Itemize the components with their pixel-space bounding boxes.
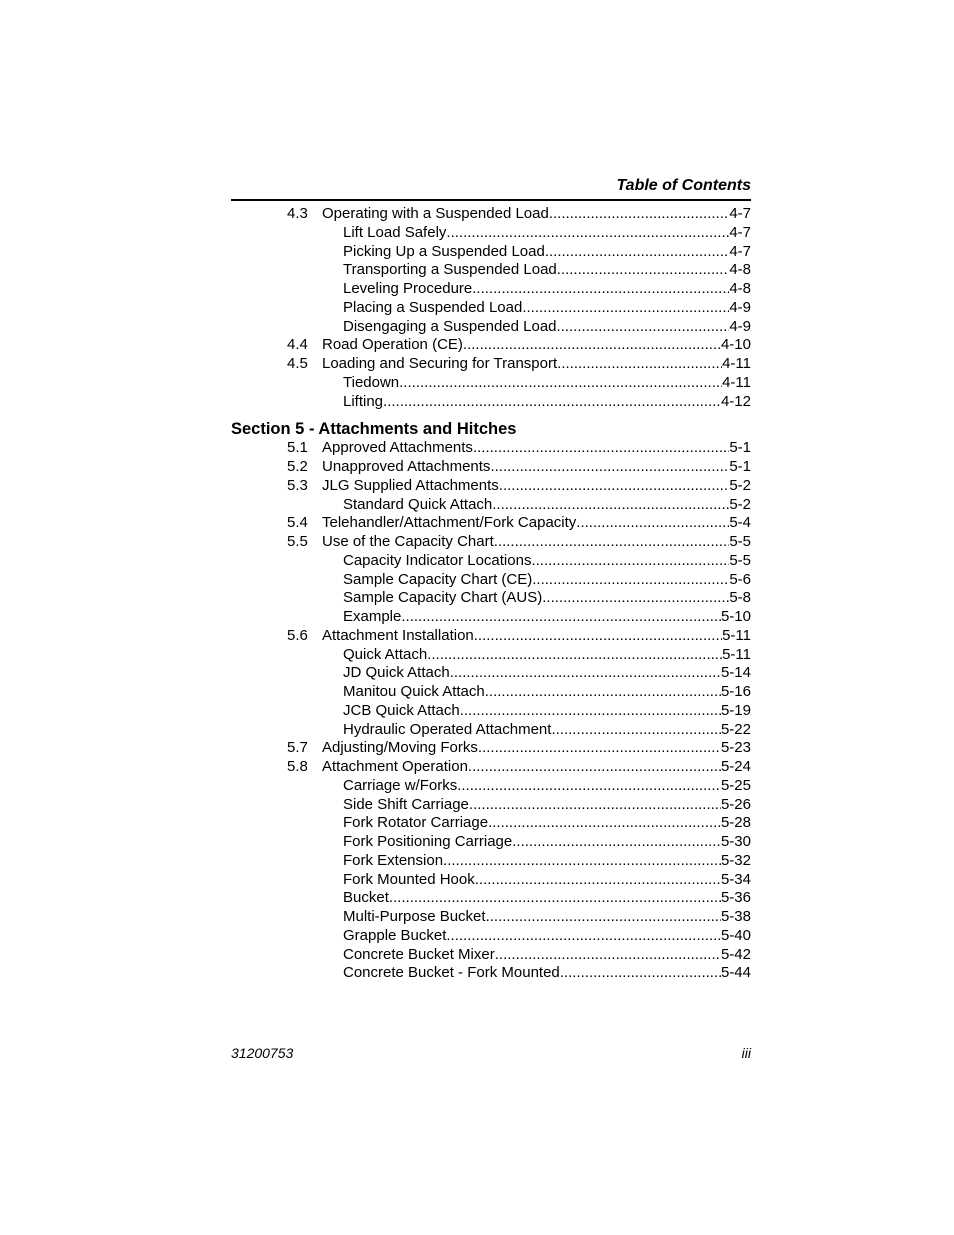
toc-entry-page: 5-36 <box>720 889 751 907</box>
toc-subentry[interactable] <box>231 852 751 871</box>
dot-leader <box>488 814 721 833</box>
toc-entry-number: 4.3 <box>287 205 308 222</box>
toc-entry-title: Grapple Bucket <box>343 926 447 944</box>
toc-subentry[interactable] <box>231 243 751 262</box>
toc-entry-page: 5-19 <box>720 701 751 719</box>
toc-subentry[interactable] <box>231 777 751 796</box>
toc-subentry[interactable] <box>231 964 751 983</box>
toc-entry-number: 5.3 <box>287 476 308 494</box>
toc-entry-line <box>343 721 751 740</box>
toc-entry-line <box>343 646 751 665</box>
dot-leader <box>549 205 729 224</box>
toc-entry-number: 5.6 <box>287 626 308 644</box>
dot-leader <box>383 393 721 412</box>
dot-leader <box>446 927 721 946</box>
toc-entry[interactable] <box>231 758 751 777</box>
toc-entry-page: 4-11 <box>722 373 751 391</box>
toc-entry-title: Use of the Capacity Chart <box>322 533 494 550</box>
toc-entry-title: Capacity Indicator Locations <box>343 551 532 569</box>
dot-leader <box>457 777 721 796</box>
toc-entry-title: Lift Load Safely <box>343 223 447 241</box>
toc-entry-line <box>343 777 751 796</box>
toc-entry-page: 5-22 <box>720 720 751 738</box>
toc-entry-line <box>343 552 751 571</box>
toc-entry-line <box>343 664 751 683</box>
toc-entry-line <box>322 533 751 552</box>
dot-leader <box>557 261 730 280</box>
toc-entry-line <box>322 758 751 777</box>
dot-leader <box>389 889 721 908</box>
toc-entry-page: 4-7 <box>729 242 751 260</box>
toc-entry[interactable] <box>231 458 751 477</box>
dot-leader <box>474 627 722 646</box>
toc-entry-title: Side Shift Carriage <box>343 795 469 813</box>
toc-entry-page: 5-1 <box>729 439 751 457</box>
dot-leader <box>443 852 721 871</box>
toc-entry-line <box>343 702 751 721</box>
toc-entry-line <box>343 946 751 965</box>
toc-entry-line <box>343 374 751 393</box>
toc-entry-number: 5.5 <box>287 533 308 550</box>
dot-leader <box>531 552 729 571</box>
toc-entry-line <box>343 280 751 299</box>
dot-leader <box>560 964 721 983</box>
toc-entry-page: 4-11 <box>722 355 751 372</box>
toc-entry-page: 5-6 <box>729 570 751 588</box>
toc-entry-title: Disengaging a Suspended Load <box>343 317 557 335</box>
toc-entry-page: 5-16 <box>720 683 751 700</box>
toc-entry-title: JLG Supplied Attachments <box>322 476 499 494</box>
toc-entry-number: 4.4 <box>287 336 308 354</box>
dot-leader <box>473 439 729 458</box>
toc-subentry[interactable] <box>231 814 751 833</box>
toc-entry-page: 4-7 <box>729 223 751 241</box>
toc-entry-page: 5-28 <box>720 814 751 832</box>
toc-entry-title: Unapproved Attachments <box>322 458 491 475</box>
dot-leader <box>472 280 729 299</box>
dot-leader <box>512 833 721 852</box>
dot-leader <box>427 646 722 665</box>
toc-entry-title: Manitou Quick Attach <box>343 683 485 700</box>
toc-entry-title: Leveling Procedure <box>343 280 473 297</box>
dot-leader <box>490 458 729 477</box>
toc-entry-page: 4-12 <box>720 392 751 410</box>
toc-entry-page: 5-11 <box>722 626 751 644</box>
toc-entry-title: Operating with a Suspended Load <box>322 205 549 222</box>
toc-subentry[interactable] <box>231 374 751 393</box>
toc-entry-page: 5-30 <box>720 833 751 850</box>
toc-entry-number: 5.2 <box>287 458 308 475</box>
toc-entry-page: 5-2 <box>729 476 751 494</box>
toc-entry[interactable] <box>231 739 751 758</box>
toc-entry-title: Fork Mounted Hook <box>343 870 475 888</box>
toc-entry-title: Concrete Bucket Mixer <box>343 945 495 963</box>
toc-entry-page: 5-14 <box>720 664 751 682</box>
toc-entry[interactable] <box>231 533 751 552</box>
toc-entry-page: 5-5 <box>729 533 751 550</box>
page-number: iii <box>741 1045 751 1061</box>
dot-leader <box>463 336 721 355</box>
dot-leader <box>486 908 721 927</box>
toc-entry-line <box>343 908 751 927</box>
toc-entry-title: Adjusting/Moving Forks <box>322 739 478 757</box>
toc-entry-page: 5-2 <box>729 495 751 513</box>
toc-subentry[interactable] <box>231 646 751 665</box>
toc-entry-title: Road Operation (CE) <box>322 336 463 354</box>
toc-subentry[interactable] <box>231 833 751 852</box>
toc-entry-title: Tiedown <box>343 373 400 391</box>
toc-entry-line <box>343 796 751 815</box>
toc-entry-page: 5-11 <box>722 645 751 663</box>
toc-entry-line <box>322 336 751 355</box>
toc-subentry[interactable] <box>231 571 751 590</box>
toc-entry-line <box>343 833 751 852</box>
toc-entry-title: Hydraulic Operated Attachment <box>343 720 552 738</box>
toc-entry-page: 4-7 <box>729 205 751 222</box>
toc-subentry[interactable] <box>231 683 751 702</box>
toc-entry-page: 5-40 <box>720 926 751 944</box>
toc-entry-line <box>343 571 751 590</box>
toc-entry-page: 5-1 <box>729 458 751 475</box>
dot-leader <box>542 589 729 608</box>
toc-entry-page: 5-10 <box>720 608 751 625</box>
toc-entry-number: 5.8 <box>287 758 308 775</box>
toc-entry-page: 4-8 <box>729 261 751 279</box>
document-number: 31200753 <box>231 1045 294 1061</box>
toc-entry-line <box>322 439 751 458</box>
toc-group-section-5 <box>231 439 751 983</box>
header-divider <box>231 199 751 201</box>
toc-entry-title: Bucket <box>343 889 389 907</box>
toc-entry-page: 5-26 <box>720 795 751 813</box>
toc-entry-title: Concrete Bucket - Fork Mounted <box>343 964 560 982</box>
toc-entry-title: Sample Capacity Chart (AUS) <box>343 589 543 607</box>
toc-entry-line <box>343 608 751 627</box>
table-of-contents <box>231 205 751 983</box>
toc-entry-number: 5.7 <box>287 739 308 757</box>
dot-leader <box>475 871 721 890</box>
toc-entry-title: Placing a Suspended Load <box>343 298 523 316</box>
toc-subentry[interactable] <box>231 796 751 815</box>
toc-entry-title: Quick Attach <box>343 645 428 663</box>
toc-entry-title: Transporting a Suspended Load <box>343 261 557 279</box>
toc-entry-title: Example <box>343 608 402 625</box>
toc-entry-page: 4-9 <box>729 317 751 335</box>
dot-leader <box>446 224 729 243</box>
dot-leader <box>492 496 729 515</box>
dot-leader <box>557 355 722 374</box>
toc-entry-line <box>343 224 751 243</box>
toc-subentry[interactable] <box>231 908 751 927</box>
toc-entry-page: 4-9 <box>729 298 751 316</box>
toc-entry-title: JD Quick Attach <box>343 664 450 682</box>
dot-leader <box>545 243 730 262</box>
toc-entry-page: 5-8 <box>729 589 751 607</box>
toc-entry-line <box>343 964 751 983</box>
toc-entry-line <box>322 627 751 646</box>
toc-entry-page: 5-4 <box>729 514 751 532</box>
toc-entry-line <box>343 852 751 871</box>
toc-subentry[interactable] <box>231 589 751 608</box>
toc-entry-title: Loading and Securing for Transport <box>322 355 558 372</box>
dot-leader <box>469 796 721 815</box>
toc-entry[interactable] <box>231 205 751 224</box>
dot-leader <box>468 758 721 777</box>
toc-entry-number: 5.4 <box>287 514 308 532</box>
toc-entry[interactable] <box>231 336 751 355</box>
toc-entry-line <box>343 589 751 608</box>
toc-entry-title: JCB Quick Attach <box>343 701 460 719</box>
toc-entry-line <box>343 393 751 412</box>
dot-leader <box>478 739 721 758</box>
toc-entry-title: Fork Positioning Carriage <box>343 833 513 850</box>
toc-entry-title: Picking Up a Suspended Load <box>343 242 545 260</box>
dot-leader <box>495 946 721 965</box>
toc-entry[interactable] <box>231 439 751 458</box>
toc-entry-line <box>343 889 751 908</box>
toc-entry-line <box>322 514 751 533</box>
toc-entry-page: 5-42 <box>720 945 751 963</box>
toc-entry-number: 4.5 <box>287 355 308 372</box>
toc-entry-page: 5-25 <box>720 776 751 794</box>
toc-entry-page: 5-23 <box>720 739 751 757</box>
toc-subentry[interactable] <box>231 702 751 721</box>
toc-entry[interactable] <box>231 627 751 646</box>
toc-entry-number: 5.1 <box>287 439 308 457</box>
toc-subentry[interactable] <box>231 299 751 318</box>
toc-entry-line <box>343 814 751 833</box>
toc-entry-line <box>343 261 751 280</box>
toc-entry-page: 5-34 <box>720 870 751 888</box>
dot-leader <box>576 514 729 533</box>
toc-entry-title: Attachment Installation <box>322 626 474 644</box>
toc-entry-title: Lifting <box>343 392 384 410</box>
dot-leader <box>522 299 729 318</box>
dot-leader <box>494 533 730 552</box>
toc-entry-line <box>322 205 751 224</box>
dot-leader <box>499 477 730 496</box>
toc-entry-page: 5-32 <box>720 851 751 869</box>
dot-leader <box>401 608 721 627</box>
toc-entry-page: 5-44 <box>720 964 751 982</box>
toc-entry-page: 5-38 <box>720 908 751 925</box>
toc-subentry[interactable] <box>231 280 751 299</box>
section-heading: Section 5 - Attachments and Hitches <box>231 420 517 439</box>
toc-entry-line <box>343 496 751 515</box>
toc-subentry[interactable] <box>231 664 751 683</box>
dot-leader <box>450 664 721 683</box>
toc-subentry[interactable] <box>231 552 751 571</box>
dot-leader <box>485 683 721 702</box>
toc-subentry[interactable] <box>231 224 751 243</box>
page-header-title: Table of Contents <box>616 177 751 194</box>
toc-entry-title: Fork Extension <box>343 851 444 869</box>
toc-entry-line <box>343 683 751 702</box>
toc-entry-title: Multi-Purpose Bucket <box>343 908 486 925</box>
toc-entry-line <box>343 927 751 946</box>
toc-entry[interactable] <box>231 514 751 533</box>
toc-entry-title: Sample Capacity Chart (CE) <box>343 570 533 588</box>
toc-entry-line <box>343 318 751 337</box>
toc-subentry[interactable] <box>231 261 751 280</box>
toc-entry-title: Attachment Operation <box>322 758 468 775</box>
toc-entry-title: Fork Rotator Carriage <box>343 814 489 832</box>
toc-subentry[interactable] <box>231 889 751 908</box>
toc-subentry[interactable] <box>231 946 751 965</box>
toc-entry[interactable] <box>231 355 751 374</box>
dot-leader <box>557 318 730 337</box>
toc-entry-line <box>343 299 751 318</box>
toc-entry-line <box>322 477 751 496</box>
dot-leader <box>551 721 721 740</box>
toc-entry-page: 5-5 <box>729 551 751 569</box>
toc-entry-page: 5-24 <box>720 758 751 775</box>
dot-leader <box>399 374 722 393</box>
toc-subentry[interactable] <box>231 393 751 412</box>
toc-subentry[interactable] <box>231 318 751 337</box>
toc-group-section-4 <box>231 205 751 411</box>
toc-entry-line <box>343 243 751 262</box>
toc-entry-title: Standard Quick Attach <box>343 495 493 513</box>
toc-entry[interactable] <box>231 477 751 496</box>
dot-leader <box>532 571 729 590</box>
toc-entry-line <box>322 355 751 374</box>
toc-entry-page: 4-10 <box>720 336 751 354</box>
toc-entry-title: Carriage w/Forks <box>343 776 458 794</box>
toc-entry-line <box>343 871 751 890</box>
toc-entry-line <box>322 739 751 758</box>
toc-entry-title: Approved Attachments <box>322 439 473 457</box>
dot-leader <box>460 702 721 721</box>
toc-entry-page: 4-8 <box>729 280 751 297</box>
toc-entry-title: Telehandler/Attachment/Fork Capacity <box>322 514 577 532</box>
toc-subentry[interactable] <box>231 608 751 627</box>
toc-subentry[interactable] <box>231 927 751 946</box>
toc-subentry[interactable] <box>231 496 751 515</box>
toc-entry-line <box>322 458 751 477</box>
toc-subentry[interactable] <box>231 871 751 890</box>
toc-subentry[interactable] <box>231 721 751 740</box>
